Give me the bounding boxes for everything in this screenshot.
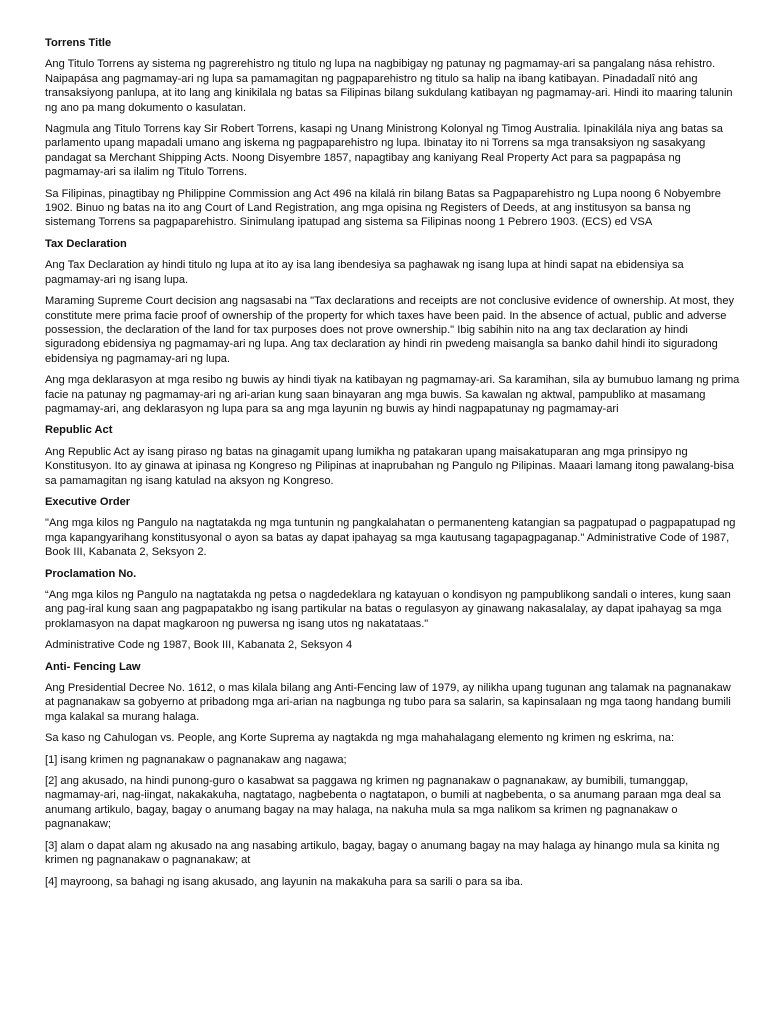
section-heading: Anti- Fencing Law bbox=[45, 660, 141, 673]
section-heading: Republic Act bbox=[45, 424, 113, 437]
list-item: [3] alam o dapat alam ng akusado na ang nasabing artikulo, bagay, bagay o anumang bagay na may halaga ay hinango mula sa kinita ng krimen ng pagnanakaw o pagnanakaw; at bbox=[45, 839, 720, 867]
paragraph: Sa Filipinas, pinagtibay ng Philippine Commission ang Act 496 na kilalá rin bilang Batas sa Pagpaparehistro ng Lupa noong 6 Nobyembre 1902. Binuo ng batas na ito ang Court of Land Registration, ang mga opisina ng Registers of Deeds, at ang institusyon sa bansa ng sistemang Torrens sa pagpaparehistro. Sinimulang ipatupad ang sistema sa Filipinas noong 1 Pebrero 1903. (ECS) ed VSA bbox=[45, 187, 721, 229]
list-item: [4] mayroong, sa bahagi ng isang akusado, ang layunin na makakuha para sa sarili o para sa iba. bbox=[45, 875, 523, 888]
list-item: [2] ang akusado, na hindi punong-guro o kasabwat sa paggawa ng krimen ng pagnanakaw o pagnanakaw, ay bumibili, tumanggap, nagmamay-ari, nag-iingat, nakakakuha, nagtatago, nagbebenta o nagtatapon, o bumili at nagbebenta, o sa anumang paraan mga deal sa anumang artikulo, bagay, bagay o anumang bagay na may halaga, na nakuha mula sa mga nalikom sa krimen ng pagnanakaw o pagnanakaw; bbox=[45, 775, 721, 831]
paragraph: "Ang mga kilos ng Pangulo na nagtatakda ng mga tuntunin ng pangkalahatan o permanenteng katangian sa pagpatupad o pagpapatupad ng mga kapangyarihang konstitusyonal o ayon sa batas ay dapat ipahayag sa mga kautusang tagapagpaganap." Administrative Code of 1987, Book III, Kabanata 2, Seksyon 2. bbox=[45, 517, 736, 559]
paragraph: Administrative Code ng 1987, Book III, Kabanata 2, Seksyon 4 bbox=[45, 639, 353, 652]
list-item: [1] isang krimen ng pagnanakaw o pagnanakaw ang nagawa; bbox=[45, 753, 347, 766]
paragraph: Ang Tax Declaration ay hindi titulo ng lupa at ito ay isa lang ibendesiya sa paghawak ng isang lupa at hindi sapat na ebidensiya sa pagmamay-ari ng isang lupa. bbox=[45, 259, 684, 286]
section-anti-fencing-law bbox=[45, 660, 742, 889]
section-heading: Tax Declaration bbox=[45, 237, 127, 250]
paragraph: Sa kaso ng Cahulogan vs. People, ang Korte Suprema ay nagtakda ng mga mahahalagang elemento ng krimen ng eskrima, na: bbox=[45, 732, 675, 745]
paragraph: “Ang mga kilos ng Pangulo na nagtatakda ng petsa o nagdedeklara ng katayuan o kondisyon ng pampublikong sandali o interes, kung saan ang pag-iral kung saan ang pagpapatakbo ng isang partikular na batas o regulasyon ay ginawang nakasalalay, ay dapat ipahayag sa mga proklamasyon na dapat magkaroon ng puwersa ng isang utos ng nakatataas." bbox=[45, 589, 731, 630]
section-republic-act bbox=[45, 423, 742, 488]
section-tax-declaration bbox=[45, 237, 742, 416]
paragraph: Maraming Supreme Court decision ang nagsasabi na "Tax declarations and receipts are not conclusive evidence of ownership. At most, they constitute mere prima facie proof of ownership of the property for which taxes have been paid. In the absence of actual, public and adverse possession, the declaration of the land for tax purposes does not prove ownership." Ibig sabihin nito na ang tax declaration ay hindi siguradong ebidensiya ng pagmamay-ari ng lupa. Ang tax declaration ay hindi rin pwedeng maisangla sa banko dahil hindi ito siguradong ebidensiya ng pagmamay-ari ng lupa. bbox=[45, 295, 735, 365]
paragraph: Ang Presidential Decree No. 1612, o mas kilala bilang ang Anti-Fencing law of 1979, ay nilikha upang tugunan ang talamak na pagnanakaw at pagnanakaw sa gobyerno at pribadong mga ari-arian na nagbunga ng tubo para sa salarin, sa kapinsalaan ng mga taong handang bumili mga kalakal sa murang halaga. bbox=[45, 682, 731, 723]
paragraph: Ang Republic Act ay isang piraso ng batas na ginagamit upang lumikha ng patakaran upang maisakatuparan ang mga prinsipyo ng Konstitusyon. Ito ay ginawa at ipinasa ng Kongreso ng Pilipinas at inaprubahan ng Pangulo ng Pilipinas. Maaari lamang itong pawalang-bisa sa pamamagitan ng isang katulad na aksyon ng Kongreso. bbox=[45, 445, 734, 487]
section-proclamation bbox=[45, 567, 742, 653]
paragraph: Ang mga deklarasyon at mga resibo ng buwis ay hindi tiyak na katibayan ng pagmamay-ari. Sa karamihan, sila ay bumubuo lamang ng prima facie na patunay ng pagmamay-ari ng ari-arian kung saan binayaran ang mga buwis. Sa kawalan ng aktwal, pampubliko at masamang pagmamay-ari, ang deklarasyon ng lupa para sa ang mga layunin ng buwis ay hindi nagpapatunay ng pagmamay-ari bbox=[45, 374, 740, 415]
section-heading: Torrens Title bbox=[45, 37, 112, 49]
section-torrens-title bbox=[45, 36, 742, 230]
section-heading: Executive Order bbox=[45, 495, 131, 508]
paragraph: Ang Titulo Torrens ay sistema ng pagrerehistro ng titulo ng lupa na nagbibigay ng patunay ng pagmamay-ari sa pangalang nása rehistro. Naipapása ang pagmamay-ari ng lupa sa pamamagitan ng pagpaparehistro ng titulo sa halip na ibang katibayan. Pinadadalî nitó ang transaksiyong panlupa, at ito lang ang kinikilala ng batas sa Filipinas bilang sukdulang katibayan ng pagmamay-ari. Hindi ito maaring talunin ng ano pa mang dokumento o kasulatan. bbox=[45, 58, 733, 114]
section-heading: Proclamation No. bbox=[45, 567, 137, 580]
section-executive-order bbox=[45, 495, 742, 560]
paragraph: Nagmula ang Titulo Torrens kay Sir Robert Torrens, kasapi ng Unang Ministrong Kolonyal ng Timog Australia. Ipinakilála niya ang batas sa parlamento upang mapadali umano ang iskema ng pagpaparehistro ng lupa. Ibinatay ito ni Torrens sa mga transaksiyon ng sasakyang pandagat sa Merchant Shipping Acts. Noong Disyembre 1857, napagtibay ang kaniyang Real Property Act para sa pagpapása ng pagmamay-ari sa ilalim ng Titulo Torrens. bbox=[45, 123, 723, 179]
